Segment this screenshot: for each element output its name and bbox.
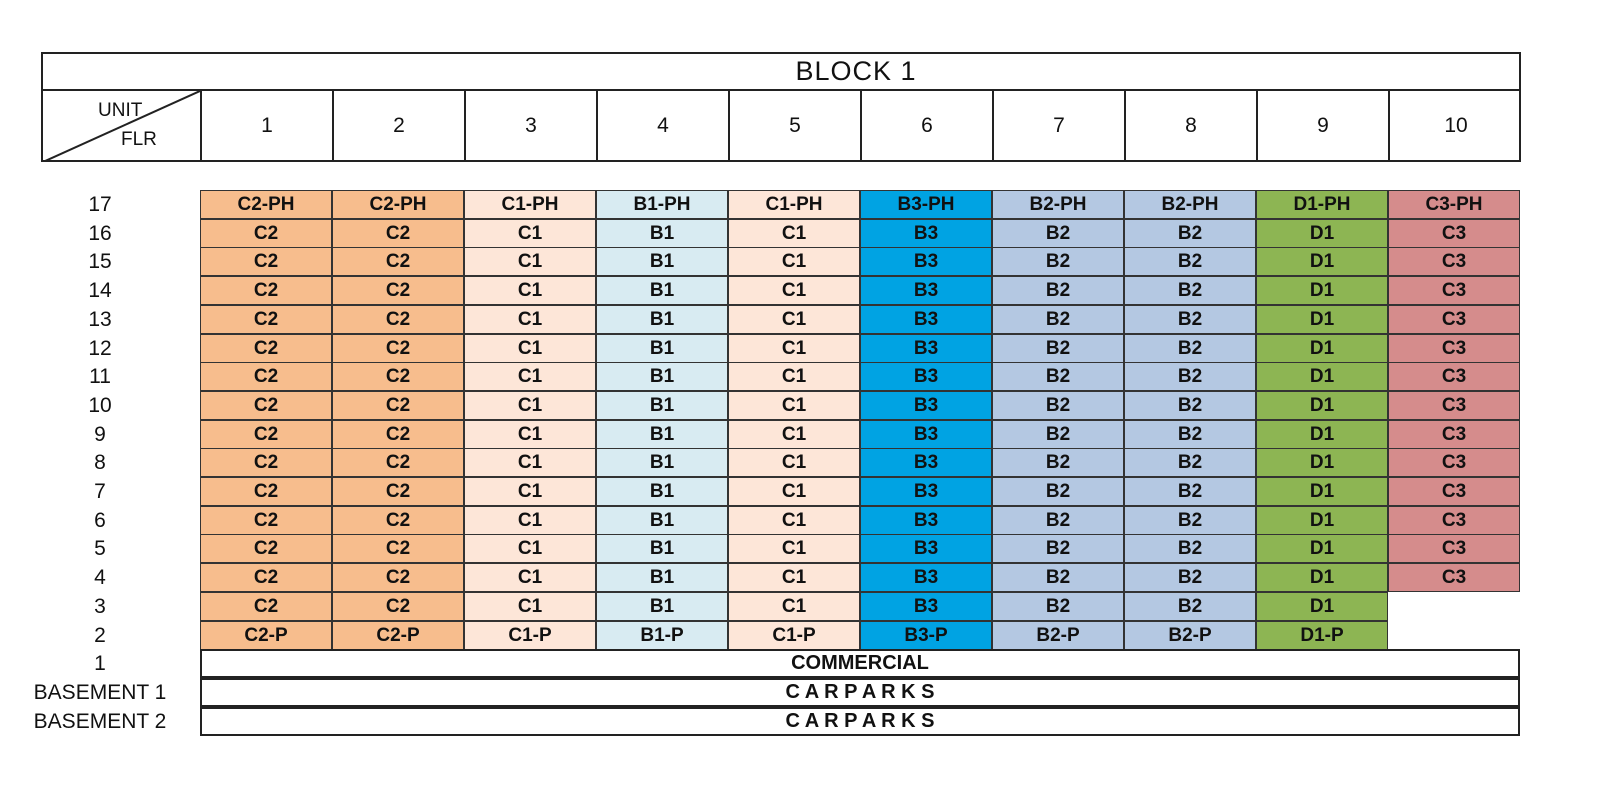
unit-type-cell: D1 bbox=[1256, 362, 1388, 391]
unit-type-cell: B3 bbox=[860, 477, 992, 506]
unit-type-cell: B2 bbox=[1124, 362, 1256, 391]
floor-row bbox=[0, 534, 1560, 563]
unit-type-cell: B2 bbox=[992, 391, 1124, 420]
unit-type-cell: B2 bbox=[1124, 334, 1256, 363]
unit-type-cell: C2 bbox=[332, 506, 464, 535]
floor-row bbox=[0, 448, 1560, 477]
unit-type-cell: B2 bbox=[992, 477, 1124, 506]
unit-type-cell: B2 bbox=[1124, 219, 1256, 248]
floor-label: 3 bbox=[94, 594, 106, 618]
unit-type-cell: B3 bbox=[860, 276, 992, 305]
unit-header-8: 8 bbox=[1126, 91, 1258, 160]
unit-type-cell: C1 bbox=[728, 247, 860, 276]
unit-type-cell: D1-PH bbox=[1256, 190, 1388, 219]
unit-type-cell: C1 bbox=[464, 563, 596, 592]
unit-type-cell: B3-P bbox=[860, 621, 992, 650]
unit-type-cell: C1 bbox=[728, 448, 860, 477]
unit-type-cell: B2 bbox=[1124, 477, 1256, 506]
unit-type-cell: C1 bbox=[728, 477, 860, 506]
unit-type-cell: B3 bbox=[860, 448, 992, 477]
unit-type-cell: C2 bbox=[332, 420, 464, 449]
unit-type-cell: D1 bbox=[1256, 276, 1388, 305]
unit-type-cell: C3 bbox=[1388, 477, 1520, 506]
unit-type-cell: C3 bbox=[1388, 219, 1520, 248]
unit-type-cell: B2 bbox=[992, 305, 1124, 334]
unit-type-cell: B2 bbox=[992, 563, 1124, 592]
unit-type-cell: C1-P bbox=[464, 621, 596, 650]
floor-row bbox=[0, 649, 1560, 678]
unit-header-7: 7 bbox=[994, 91, 1126, 160]
floor-label: 17 bbox=[88, 193, 112, 216]
unit-type-cell: B1 bbox=[596, 391, 728, 420]
floor-row bbox=[0, 334, 1560, 363]
unit-type-cell: D1 bbox=[1256, 506, 1388, 535]
unit-type-cell: C1-PH bbox=[728, 190, 860, 219]
floor-row bbox=[0, 276, 1560, 305]
unit-type-cell: B2 bbox=[1124, 563, 1256, 592]
unit-type-cell: C1 bbox=[728, 506, 860, 535]
unit-type-cell: C1 bbox=[464, 391, 596, 420]
unit-header-1: 1 bbox=[202, 91, 334, 160]
unit-type-cell: B1 bbox=[596, 448, 728, 477]
unit-type-cell: C2 bbox=[332, 391, 464, 420]
unit-type-cell: C2 bbox=[200, 247, 332, 276]
unit-type-cell: C3 bbox=[1388, 420, 1520, 449]
floor-label: 5 bbox=[94, 537, 106, 561]
unit-type-cell: B2 bbox=[992, 592, 1124, 621]
unit-type-cell: C3 bbox=[1388, 534, 1520, 563]
unit-floor-corner-cell bbox=[43, 91, 202, 160]
floor-label: 16 bbox=[88, 221, 112, 245]
unit-type-cell: C1 bbox=[464, 592, 596, 621]
floor-row bbox=[0, 477, 1560, 506]
unit-type-cell: B3 bbox=[860, 362, 992, 391]
floor-label: 7 bbox=[94, 480, 106, 503]
floor-row bbox=[0, 247, 1560, 276]
unit-type-cell: C1 bbox=[464, 362, 596, 391]
unit-type-cell: D1 bbox=[1256, 592, 1388, 621]
unit-type-cell: C3 bbox=[1388, 247, 1520, 276]
unit-type-cell: C2 bbox=[200, 420, 332, 449]
unit-header-2: 2 bbox=[334, 91, 466, 160]
unit-type-cell: D1-P bbox=[1256, 621, 1388, 650]
unit-type-cell: C1-PH bbox=[464, 190, 596, 219]
unit-type-cell: B2 bbox=[992, 247, 1124, 276]
unit-type-cell: C1 bbox=[464, 219, 596, 248]
unit-type-cell: B2 bbox=[1124, 305, 1256, 334]
block-title: BLOCK 1 bbox=[43, 54, 1519, 91]
unit-type-cell: B3 bbox=[860, 247, 992, 276]
unit-type-cell: C2 bbox=[200, 477, 332, 506]
unit-type-cell: B2-PH bbox=[992, 190, 1124, 219]
unit-type-cell: B3 bbox=[860, 219, 992, 248]
unit-type-cell: B3 bbox=[860, 506, 992, 535]
unit-header-4: 4 bbox=[598, 91, 730, 160]
unit-type-cell: C2 bbox=[332, 305, 464, 334]
unit-type-cell: B2 bbox=[992, 219, 1124, 248]
unit-type-cell: D1 bbox=[1256, 391, 1388, 420]
unit-type-cell: C2-P bbox=[332, 621, 464, 650]
unit-type-cell: B1 bbox=[596, 563, 728, 592]
unit-type-cell: C1 bbox=[728, 563, 860, 592]
unit-type-cell: C1 bbox=[728, 592, 860, 621]
unit-type-cell: C2 bbox=[200, 506, 332, 535]
unit-type-cell: B1 bbox=[596, 534, 728, 563]
unit-type-cell: C2 bbox=[200, 334, 332, 363]
unit-type-cell: B3 bbox=[860, 334, 992, 363]
unit-type-cell: B1 bbox=[596, 276, 728, 305]
floor-label: 13 bbox=[88, 307, 112, 331]
unit-type-cell: C3 bbox=[1388, 334, 1520, 363]
unit-type-cell: C3 bbox=[1388, 506, 1520, 535]
unit-type-cell: C2 bbox=[332, 362, 464, 391]
floor-span-cell: C A R P A R K S bbox=[200, 678, 1520, 707]
unit-header-6: 6 bbox=[862, 91, 994, 160]
unit-type-cell: D1 bbox=[1256, 219, 1388, 248]
unit-type-cell: B2 bbox=[1124, 247, 1256, 276]
floor-label: 4 bbox=[94, 566, 106, 590]
floor-label: 15 bbox=[88, 250, 112, 274]
floor-label: 9 bbox=[94, 422, 106, 446]
unit-type-cell: B3 bbox=[860, 420, 992, 449]
floor-label: 10 bbox=[88, 393, 112, 417]
unit-type-cell: D1 bbox=[1256, 247, 1388, 276]
unit-header-row bbox=[43, 91, 1519, 160]
floor-label: 1 bbox=[94, 652, 106, 676]
unit-type-cell: B2 bbox=[992, 276, 1124, 305]
unit-type-cell: C3 bbox=[1388, 448, 1520, 477]
floor-row bbox=[0, 678, 1560, 707]
unit-type-cell: B1 bbox=[596, 506, 728, 535]
unit-header-10: 10 bbox=[1444, 113, 1468, 137]
unit-type-cell: B3-PH bbox=[860, 190, 992, 219]
unit-type-cell: B2 bbox=[992, 506, 1124, 535]
unit-type-cell: B2-P bbox=[992, 621, 1124, 650]
unit-type-cell: C2 bbox=[200, 534, 332, 563]
unit-type-cell: B2 bbox=[992, 362, 1124, 391]
unit-type-cell: B3 bbox=[860, 563, 992, 592]
unit-type-cell: C1 bbox=[464, 477, 596, 506]
floor-row bbox=[0, 305, 1560, 334]
unit-type-cell: B2 bbox=[1124, 276, 1256, 305]
unit-type-cell: C2 bbox=[332, 219, 464, 248]
unit-type-cell: D1 bbox=[1256, 334, 1388, 363]
unit-type-cell: C2 bbox=[200, 391, 332, 420]
block-header-table bbox=[41, 52, 1521, 162]
unit-type-cell: B3 bbox=[860, 534, 992, 563]
unit-type-cell: C1 bbox=[728, 276, 860, 305]
unit-type-cell: C2 bbox=[332, 276, 464, 305]
unit-type-cell: B1-PH bbox=[596, 190, 728, 219]
unit-type-cell: B1 bbox=[596, 477, 728, 506]
floor-row bbox=[0, 592, 1560, 621]
floor-label: BASEMENT 2 bbox=[33, 709, 167, 733]
unit-type-cell: D1 bbox=[1256, 534, 1388, 563]
unit-type-cell: C2 bbox=[200, 563, 332, 592]
unit-header-3: 3 bbox=[466, 91, 598, 160]
floor-row bbox=[0, 219, 1560, 248]
unit-type-cell: B1 bbox=[596, 420, 728, 449]
unit-type-cell: D1 bbox=[1256, 448, 1388, 477]
unit-header-5: 5 bbox=[730, 91, 862, 160]
unit-type-cell: B2 bbox=[992, 334, 1124, 363]
corner-floor-label: FLR bbox=[121, 129, 157, 150]
unit-type-cell: B2-PH bbox=[1124, 190, 1256, 219]
unit-type-cell: C2 bbox=[332, 477, 464, 506]
unit-type-cell: C3 bbox=[1388, 305, 1520, 334]
unit-type-cell: C2-PH bbox=[332, 190, 464, 219]
unit-type-cell: B1 bbox=[596, 219, 728, 248]
unit-type-cell: B2 bbox=[1124, 592, 1256, 621]
unit-type-cell: B1 bbox=[596, 247, 728, 276]
unit-type-cell: B2 bbox=[1124, 448, 1256, 477]
unit-type-cell: C1 bbox=[728, 362, 860, 391]
floor-label: 14 bbox=[88, 279, 112, 303]
unit-type-cell: C2-PH bbox=[200, 190, 332, 219]
unit-type-cell: B2-P bbox=[1124, 621, 1256, 650]
unit-type-cell: C1 bbox=[464, 420, 596, 449]
unit-type-cell: C2 bbox=[200, 448, 332, 477]
unit-type-cell: C2 bbox=[200, 592, 332, 621]
unit-type-cell: C2 bbox=[332, 563, 464, 592]
unit-type-cell: C1-P bbox=[728, 621, 860, 650]
floor-row bbox=[0, 391, 1560, 420]
floor-row bbox=[0, 506, 1560, 535]
unit-type-cell: B1 bbox=[596, 362, 728, 391]
unit-type-cell: C1 bbox=[464, 448, 596, 477]
unit-type-cell: B2 bbox=[1124, 420, 1256, 449]
floor-label: 6 bbox=[94, 508, 106, 532]
floor-label: BASEMENT 1 bbox=[33, 680, 167, 704]
unit-type-cell: B2 bbox=[992, 420, 1124, 449]
unit-type-cell: D1 bbox=[1256, 477, 1388, 506]
unit-type-cell: C2 bbox=[332, 592, 464, 621]
unit-type-cell: B1-P bbox=[596, 621, 728, 650]
unit-type-cell: C2 bbox=[200, 276, 332, 305]
floor-label: 11 bbox=[89, 365, 111, 389]
unit-type-cell: C2 bbox=[200, 219, 332, 248]
unit-type-cell: B2 bbox=[1124, 506, 1256, 535]
unit-type-cell: B3 bbox=[860, 305, 992, 334]
floor-span-cell: C A R P A R K S bbox=[200, 707, 1520, 736]
unit-type-cell: C1 bbox=[728, 391, 860, 420]
floor-row bbox=[0, 563, 1560, 592]
floor-label: 2 bbox=[94, 623, 106, 647]
floor-row bbox=[0, 362, 1560, 391]
unit-type-cell: C3 bbox=[1388, 276, 1520, 305]
unit-type-cell: C3-PH bbox=[1388, 190, 1520, 219]
unit-type-cell: C1 bbox=[464, 247, 596, 276]
unit-type-cell: C1 bbox=[464, 276, 596, 305]
unit-type-cell: B3 bbox=[860, 592, 992, 621]
floor-row bbox=[0, 621, 1560, 650]
unit-type-cell: C1 bbox=[728, 534, 860, 563]
unit-type-cell: B2 bbox=[1124, 391, 1256, 420]
floor-label: 8 bbox=[94, 451, 106, 475]
unit-type-cell: C3 bbox=[1388, 362, 1520, 391]
unit-type-cell: B2 bbox=[1124, 534, 1256, 563]
unit-type-cell: B1 bbox=[596, 334, 728, 363]
unit-type-cell: C1 bbox=[728, 219, 860, 248]
floor-label: 12 bbox=[88, 336, 112, 360]
floor-row bbox=[0, 420, 1560, 449]
unit-type-cell: C3 bbox=[1388, 391, 1520, 420]
unit-type-cell: C2 bbox=[200, 362, 332, 391]
unit-type-cell: C1 bbox=[728, 420, 860, 449]
floor-span-cell: COMMERCIAL bbox=[200, 649, 1520, 678]
unit-type-cell: C2 bbox=[332, 334, 464, 363]
unit-type-cell: C1 bbox=[464, 534, 596, 563]
unit-type-cell: C2 bbox=[332, 534, 464, 563]
floor-row bbox=[0, 707, 1560, 736]
unit-type-cell: C1 bbox=[728, 334, 860, 363]
unit-type-cell: C2 bbox=[200, 305, 332, 334]
unit-type-cell: C1 bbox=[464, 506, 596, 535]
unit-type-cell: B1 bbox=[596, 592, 728, 621]
unit-type-cell: C1 bbox=[464, 305, 596, 334]
unit-header-9: 9 bbox=[1258, 91, 1390, 160]
unit-type-cell: D1 bbox=[1256, 420, 1388, 449]
unit-type-cell: C1 bbox=[728, 305, 860, 334]
unit-type-cell: C3 bbox=[1388, 563, 1520, 592]
unit-type-cell: B2 bbox=[992, 534, 1124, 563]
unit-type-cell: D1 bbox=[1256, 305, 1388, 334]
corner-unit-label: UNIT bbox=[98, 100, 143, 121]
unit-type-cell: C2 bbox=[332, 247, 464, 276]
unit-type-cell: C1 bbox=[464, 334, 596, 363]
unit-type-cell: B3 bbox=[860, 391, 992, 420]
unit-type-cell: B1 bbox=[596, 305, 728, 334]
unit-type-cell: C2-P bbox=[200, 621, 332, 650]
unit-type-cell: C2 bbox=[332, 448, 464, 477]
unit-type-cell: B2 bbox=[992, 448, 1124, 477]
floor-row bbox=[0, 190, 1560, 219]
unit-type-cell: D1 bbox=[1256, 563, 1388, 592]
